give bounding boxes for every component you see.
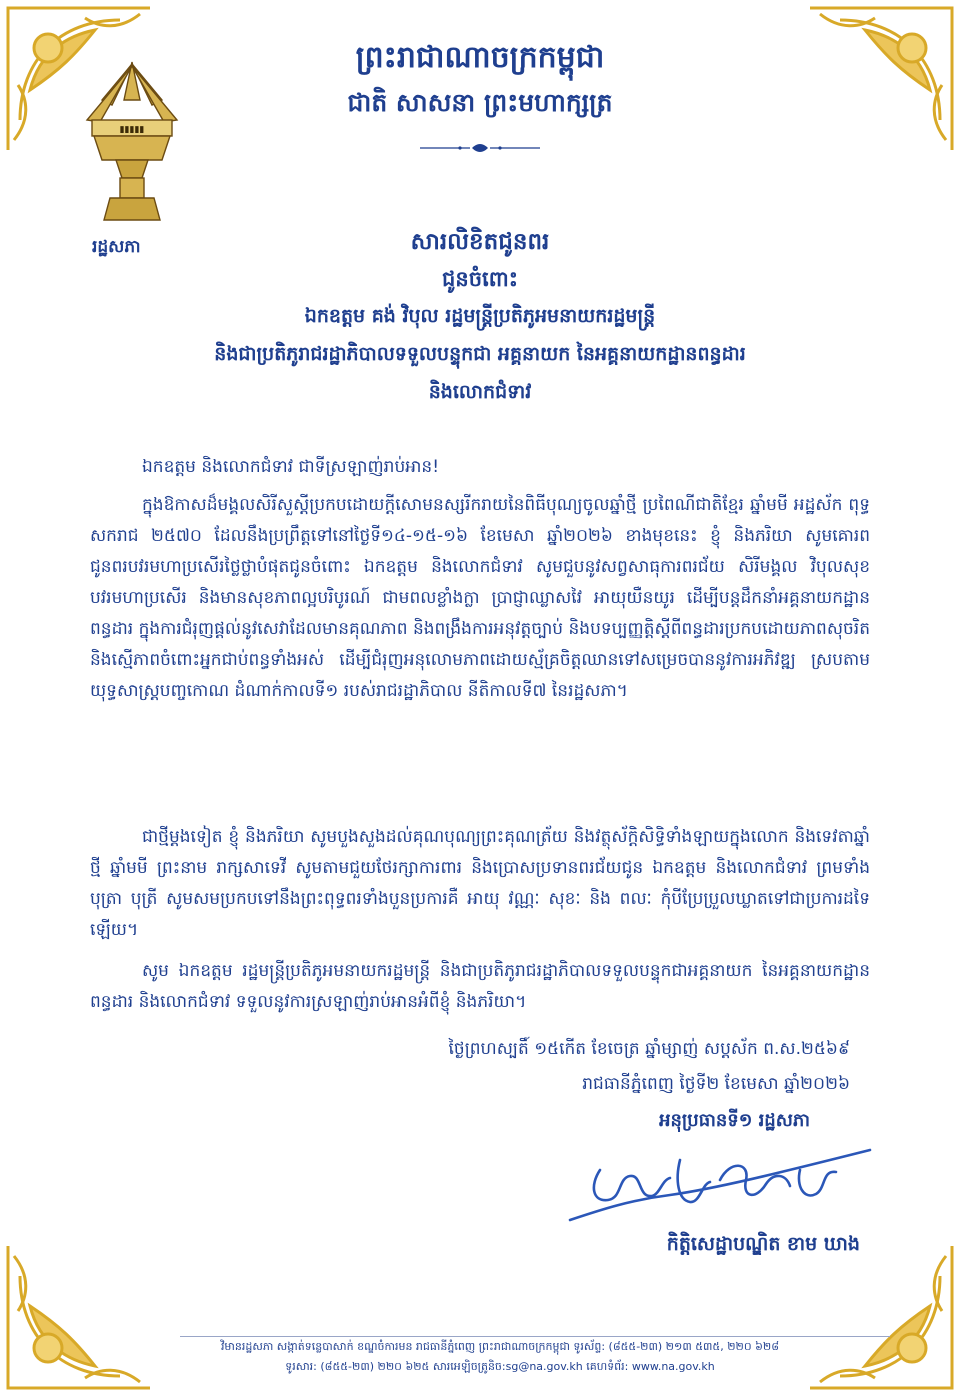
addressee-line-1: ឯកឧត្តម គង់ វិបុល រដ្ឋមន្ត្រីប្រតិភូអមនាយករដ្ឋមន្ត្រី [304, 305, 656, 327]
letter-title: សារលិខិតជូនពរ [410, 229, 550, 255]
signer-title: អនុប្រធានទី១ រដ្ឋសភា [659, 1110, 810, 1131]
footer-contact: ទូរសារ: (៨៥៥-២៣) ២២០ ៦២៥ សារអេឡិចត្រូនិច:sg@na.gov.kh គេហទំព័រ: www.na.gov.kh [285, 1360, 715, 1373]
national-motto: ជាតិ សាសនា ព្រះមហាក្សត្រ [347, 88, 613, 117]
addressee-line-3: និងលោកជំទាវ [428, 381, 532, 403]
footer-address: វិមានរដ្ឋសភា សង្កាត់ទន្លេបាសាក់ ខណ្ឌចំការមន រាជធានីភ្នំពេញ ព្រះរាជាណាចក្រកម្ពុជា ទូរស័ព្ទ: (៨៥៥-២៣) ២១៣ ៥៣៥, ២២០ ៦២៨ [220, 1340, 780, 1353]
salutation: ឯកឧត្តម និងលោកជំទាវ ជាទីស្រឡាញ់រាប់អាន! [142, 457, 440, 477]
kingdom-title: ព្រះរាជាណាចក្រកម្ពុជា [355, 40, 605, 75]
emblem-caption: រដ្ឋសភា [92, 237, 141, 257]
national-assembly-emblem-icon [82, 60, 182, 230]
svg-text:▮▮▮▮▮: ▮▮▮▮▮ [119, 125, 145, 135]
footer-divider [180, 1336, 890, 1337]
corner-ornament-icon [800, 0, 960, 160]
lunar-date: ថ្ងៃព្រហស្បតិ៍ ១៥កើត ខែចេត្រ ឆ្នាំម្សាញ់ សប្តស័ក ព.ស.២៥៦៩ [448, 1039, 850, 1059]
addressee-label: ជូនចំពោះ [442, 267, 518, 291]
signer-name: កិត្តិសេដ្ឋាបណ្ឌិត ខាម ឃាង [666, 1233, 860, 1255]
corner-ornament-icon [0, 1236, 160, 1396]
ornamental-divider-icon [420, 140, 540, 156]
solar-date: រាជធានីភ្នំពេញ ថ្ងៃទី២ ខែមេសា ឆ្នាំ២០២៦ [582, 1074, 850, 1094]
body-paragraph-1: ក្នុងឱកាសដ៏មង្គលសិរីសួស្តីប្រកបដោយក្តីសោមនស្សរីករាយនៃពិធីបុណ្យចូលឆ្នាំថ្មី ប្រពៃណីជាតិខ្មែរ ឆ្នាំមមី អដ្ឋស័ក ពុទ្ធសករាជ ២៥៧០ ដែលនឹងប្រព្រឹត្តទៅនៅថ្ងៃទី១៤-១៥-១៦ ខែមេសា ឆ្នាំ២០២៦ ខាងមុខនេះ ខ្ញុំ និងភរិយា សូមគោរពជូនពរបវរមហាប្រសើរថ្លៃថ្លាបំផុតជូនចំពោះ ឯកឧត្តម និងលោកជំទាវ សូមជួបនូវសព្វសាធុការពរជ័យ សិរីមង្គល វិបុលសុខ បវរមហាប្រសើរ និងមានសុខភាពល្អបរិបូរណ៍ ជាមពលខ្លាំងក្លា ប្រាជ្ញាឈ្លាសវៃ អាយុយឺនយូរ ដើម្បីបន្តដឹកនាំអគ្គនាយកដ្ឋានពន្ធដារ ក្នុងការជំរុញផ្តល់នូវសេវាដែលមានគុណភាព និងពង្រឹងការអនុវត្តច្បាប់ និងបទប្បញ្ញត្តិស្តីពីពន្ធដារប្រកបដោយភាពសុចរិត និងស្មើភាពចំពោះអ្នកជាប់ពន្ធទាំងអស់ ដើម្បីជំរុញអនុលោមភាពដោយស្ម័គ្រចិត្តឈានទៅសម្រេចបាននូវការអភិវឌ្ឍ ស្របតាមយុទ្ធសាស្ត្របញ្ចកោណ ដំណាក់កាលទី១ របស់រាជរដ្ឋាភិបាល នីតិកាលទី៧ នៃរដ្ឋសភា។ [90, 495, 870, 701]
handwritten-signature-icon [560, 1140, 880, 1230]
body-paragraph-2: ជាថ្មីម្តងទៀត ខ្ញុំ និងភរិយា សូមបួងសួងដល់គុណបុណ្យព្រះគុណត្រ័យ និងវត្ថុស័ក្តិសិទ្ធិទាំងឡាយក្នុងលោក និងទេវតាឆ្នាំថ្មី ឆ្នាំមមី ព្រះនាម រាក្សសាទេវី សូមតាមជួយថែរក្សាការពារ និងប្រោសប្រទានពរជ័យជូន ឯកឧត្តម និងលោកជំទាវ ព្រមទាំង បុត្រា បុត្រី សូមសមប្រកបទៅនឹងព្រះពុទ្ធពរទាំងបួនប្រការគឺ អាយុ វណ្ណៈ សុខៈ និង ពលៈ កុំបីប្រែប្រួលឃ្លាតទៅជាប្រការដទៃឡើយ។ [90, 827, 870, 940]
body-paragraph-3: សូម ឯកឧត្តម រដ្ឋមន្ត្រីប្រតិភូអមនាយករដ្ឋមន្ត្រី និងជាប្រតិភូរាជរដ្ឋាភិបាលទទួលបន្ទុកជាអគ្គនាយក នៃអគ្គនាយកដ្ឋានពន្ធដារ និងលោកជំទាវ ទទួលនូវការស្រឡាញ់រាប់អានអំពីខ្ញុំ និងភរិយា។ [90, 961, 870, 1012]
addressee-line-2: និងជាប្រតិភូរាជរដ្ឋាភិបាលទទួលបន្ទុកជា អគ្គនាយក នៃអគ្គនាយកដ្ឋានពន្ធដារ [214, 343, 746, 365]
